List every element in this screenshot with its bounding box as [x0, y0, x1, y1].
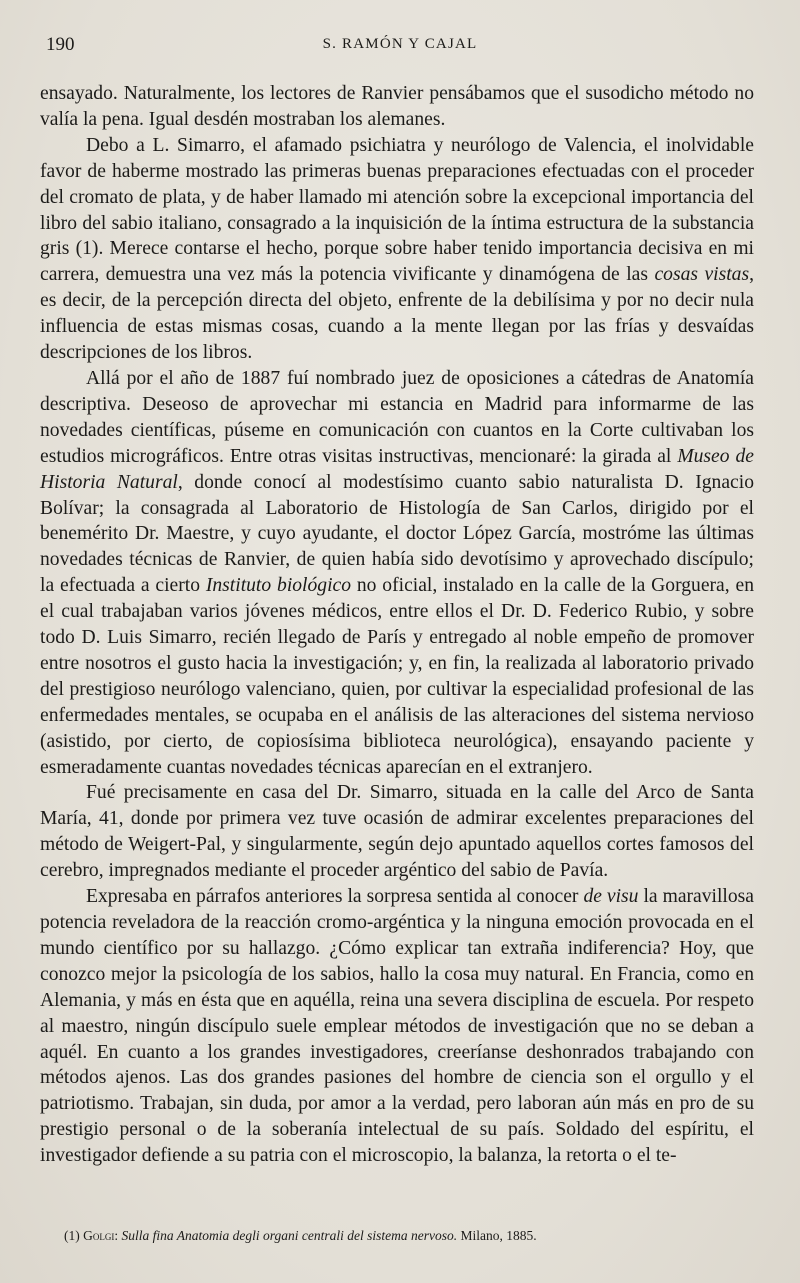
footnote-place-year: Milano, 1885.: [460, 1228, 537, 1243]
paragraph-1: ensayado. Naturalmente, los lectores de Ranvier pensábamos que el susodicho método no valía la pena. Igual desdén mostraban los alemanes.: [40, 83, 754, 130]
paragraph-3: Allá por el año de 1887 fuí nombrado juez de oposiciones a cátedras de Anatomía descriptiva. Deseoso de aprovechar mi estancia en Madrid para informarme de las novedades científicas, púseme en comunicación con cuantos en la Corte cultivaban los estudios micrográficos. Entre otras visitas instructivas, mencionaré: la girada al Museo de Historia Natural, donde conocí al modestísimo cuanto sabio naturalista D. Ignacio Bolívar; la consagrada al Laboratorio de Histología de San Carlos, dirigido por el benemérito Dr. Maestre, y cuyo ayudante, el doctor López García, mostróme las últimas novedades técnicas de Ranvier, de quien había sido devotísimo y aprovechado discípulo; la efectuada a cierto Instituto biológico no oficial, instalado en la calle de la Gorguera, en el cual trabajaban varios jóvenes médicos, entre ellos el Dr. D. Federico Rubio, y sobre todo D. Luis Simarro, recién llegado de París y entregado al noble empeño de promover entre nosotros el gusto hacia la investigación; y, en fin, la realizada al laboratorio privado del prestigioso neurólogo valenciano, quien, por cultivar la especialidad profesional de las enfermedades mentales, se ocupaba en el análisis de las alteraciones del sistema nervioso (asistido, por cierto, de copiosísima biblioteca neurológica), ensayando paciente y esmeradamente cuantas novedades técnicas aparecían en el extranjero.: [40, 367, 754, 778]
paragraph-2: Debo a L. Simarro, el afamado psichiatra y neurólogo de Valencia, el inolvidable favor de haberme mostrado las primeras buenas preparaciones efectuadas con el proceder del cromato de plata, y de haber llamado mi atención sobre la excepcional importancia del libro del sabio italiano, consagrado a la inquisición de la íntima estructura de la substancia gris (1). Merece contarse el hecho, porque sobre haber tenido importancia decisiva en mi carrera, demuestra una vez más la potencia vivificante y dinamógena de las cosas vistas, es decir, de la percepción directa del objeto, enfrente de la debilísima y por no decir nula influencia de estas mismas cosas, cuando a la mente llegan por las frías y desvaídas descripciones de los libros.: [40, 134, 754, 364]
paragraph-5: Expresaba en párrafos anteriores la sorpresa sentida al conocer de visu la maravillosa potencia reveladora de la reacción cromo-argéntica y la ninguna emoción provocada en el mundo científico por su hallazgo. ¿Cómo explicar tan extraña indiferencia? Hoy, que conozco mejor la psicología de los sabios, hallo la cosa muy natural. En Francia, como en Alemania, y más en ésta que en aquélla, reina una severa disciplina de escuela. Por respeto al maestro, ningún discípulo suele emplear métodos de investigación que no se deban a aquél. En cuanto a los grandes investigadores, creeríanse deshonrados trabajando con métodos ajenos. Las dos grandes pasiones del hombre de ciencia son el orgullo y el patriotismo. Trabajan, sin duda, por amor a la verdad, pero laboran aún más en pro de su prestigio personal o de la soberanía intelectual de su país. Soldado del espíritu, el investigador defiende a su patria con el microscopio, la balanza, la retorta o el te-: [40, 886, 754, 1167]
footnote-title: Sulla fina Anatomia degli organi centrali del sistema nervoso.: [121, 1228, 458, 1243]
page-number: 190: [46, 34, 75, 55]
footnote-author: Golgi:: [83, 1228, 119, 1243]
body-text: [40, 81, 754, 1169]
page-header: [46, 34, 754, 58]
footnote-marker: (1): [64, 1228, 80, 1243]
footnote: [64, 1228, 754, 1244]
paragraph-4: Fué precisamente en casa del Dr. Simarro, situada en la calle del Arco de Santa María, 41, donde por primera vez tuve ocasión de admirar excelentes preparaciones del método de Weigert-Pal, y singularmente, según dejo apuntado aquellos cortes famosos del cerebro, impregnados mediante el proceder argéntico del sabio de Pavía.: [40, 782, 754, 882]
running-head: S. RAMÓN Y CAJAL: [322, 36, 478, 52]
